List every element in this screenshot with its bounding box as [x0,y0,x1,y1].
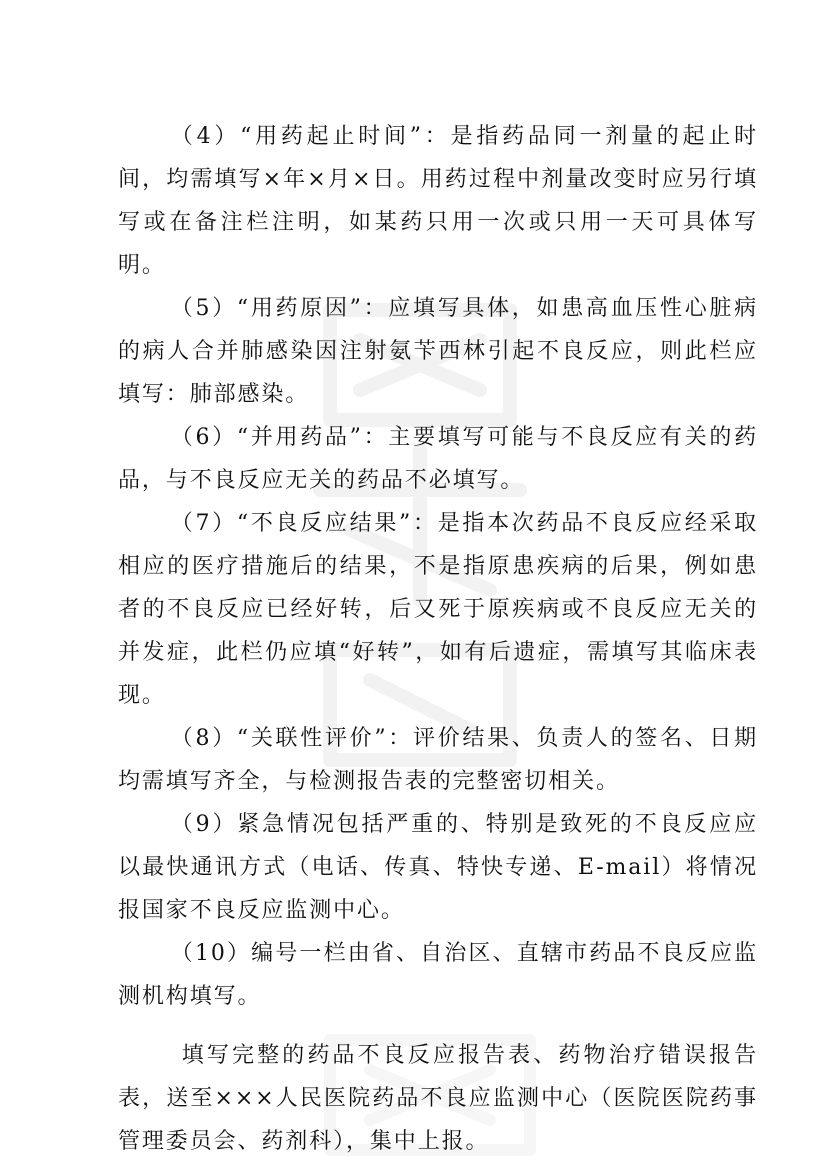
paragraph-concomitant-drugs: （6）“并用药品”：主要填写可能与不良反应有关的药品，与不良反应无关的药品不必填写。 [118,425,758,493]
paragraph-relevance-evaluation: （8）“关联性评价”：评价结果、负责人的签名、日期均需填写齐全，与检测报告表的完整密切相关。 [118,726,758,794]
paragraph-numbering: （10）编号一栏由省、自治区、直辖市药品不良反应监测机构填写。 [118,941,758,1009]
paragraph-submission: 填写完整的药品不良反应报告表、药物治疗错误报告表，送至×××人民医院药品不良应监测中心（医院医院药事管理委员会、药剂科），集中上报。 [118,1043,758,1154]
document-body [118,115,758,1163]
paragraph-medication-period: （4）“用药起止时间”：是指药品同一剂量的起止时间，均需填写×年×月×日。用药过程中剂量改变时应另行填写或在备注栏注明，如某药只用一次或只用一天可具体写明。 [118,124,758,278]
paragraph-medication-reason: （5）“用药原因”：应填写具体，如患高血压性心脏病的病人合并肺感染因注射氨苄西林引起不良反应，则此栏应填写：肺部感染。 [118,296,758,407]
paragraph-emergency-reporting: （9）紧急情况包括严重的、特别是致死的不良反应应以最快通讯方式（电话、传真、特快专递、E-mail）将情况报国家不良反应监测中心。 [118,812,758,923]
paragraph-reaction-outcome: （7）“不良反应结果”：是指本次药品不良反应经采取相应的医疗措施后的结果，不是指原患疾病的后果，例如患者的不良反应已经好转，后又死于原疾病或不良反应无关的并发症，此栏仍应填“好转”，如有后遗症，需填写其临床表现。 [118,511,758,708]
